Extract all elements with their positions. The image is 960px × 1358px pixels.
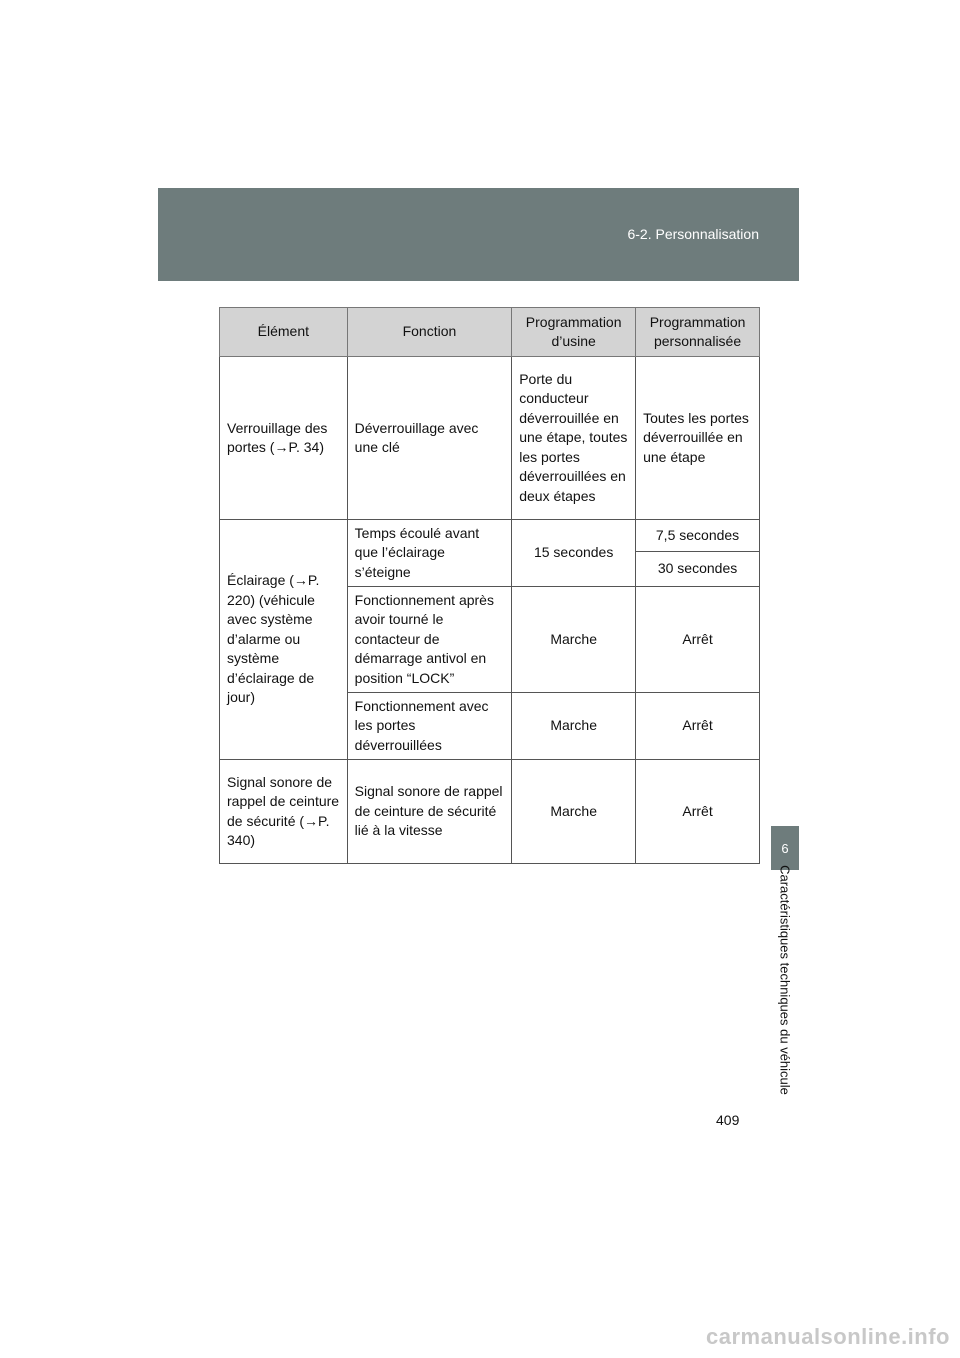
- customization-table: [219, 307, 760, 864]
- cell-element: Signal sonore de rappel de ceinture de sécurité (→P. 340): [220, 760, 348, 864]
- cell-custom-option: 30 secondes: [636, 552, 760, 587]
- table-header-row: [220, 308, 760, 357]
- table-row: [220, 357, 760, 520]
- cell-custom: Arrêt: [636, 760, 760, 864]
- section-header-band: [158, 188, 799, 281]
- table-row: [220, 760, 760, 864]
- header-custom-setting: Programmation personnalisée: [636, 308, 760, 357]
- cell-function: Signal sonore de rappel de ceinture de sécurité lié à la vitesse: [347, 760, 512, 864]
- header-factory-setting: Programmation d’usine: [512, 308, 636, 357]
- cell-element: Éclairage (→P. 220) (véhicule avec système d’alarme ou système d’éclairage de jour): [220, 520, 348, 760]
- chapter-tab: [771, 826, 799, 870]
- header-element: Élément: [220, 308, 348, 357]
- chapter-number: 6: [781, 840, 789, 856]
- cell-factory: 15 secondes: [512, 520, 636, 587]
- cell-function: Temps écoulé avant que l’éclairage s’éteigne: [347, 520, 512, 587]
- cell-function: Fonctionnement après avoir tourné le contacteur de démarrage antivol en position “LOCK”: [347, 587, 512, 693]
- watermark: carmanualsonline.info: [706, 1324, 950, 1349]
- cell-element: Verrouillage des portes (→P. 34): [220, 357, 348, 520]
- cell-factory: Porte du conducteur déverrouillée en une étape, toutes les portes déverrouillées en deux étapes: [512, 357, 636, 520]
- cell-factory: Marche: [512, 693, 636, 760]
- table-row: [220, 520, 760, 552]
- cell-custom-option: 7,5 secondes: [636, 520, 760, 552]
- page-number: 409: [716, 1112, 740, 1128]
- cell-custom: Toutes les portes déverrouillée en une étape: [636, 357, 760, 520]
- cell-factory: Marche: [512, 760, 636, 864]
- cell-function: Fonctionnement avec les portes déverrouillées: [347, 693, 512, 760]
- cell-factory: Marche: [512, 587, 636, 693]
- cell-custom: Arrêt: [636, 587, 760, 693]
- cell-custom: Arrêt: [636, 693, 760, 760]
- section-title: 6-2. Personnalisation: [627, 226, 759, 242]
- header-function: Fonction: [347, 308, 512, 357]
- cell-function: Déverrouillage avec une clé: [347, 357, 512, 520]
- chapter-label: Caractéristiques techniques du véhicule: [777, 865, 793, 1095]
